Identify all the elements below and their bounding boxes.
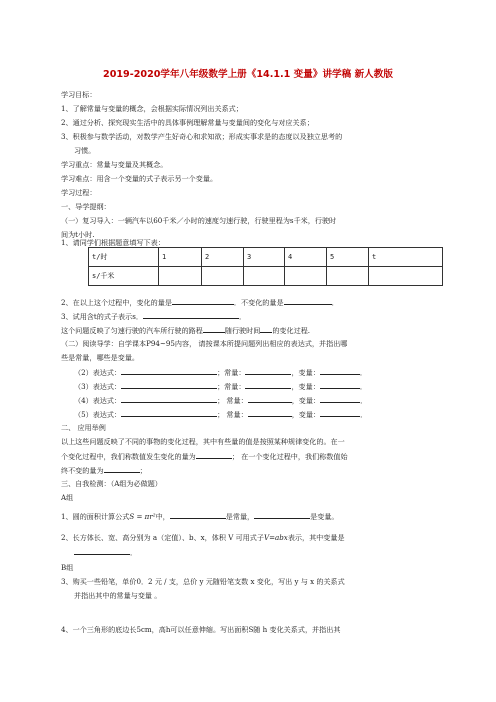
review-line-2: 间为t小时. — [61, 230, 95, 239]
fill-table-prompt: 1、请同学们根据题意填写下表： — [61, 238, 165, 247]
concl-3b: ； — [139, 466, 147, 475]
table-cell — [159, 267, 202, 286]
expr-var-label: ，变量： — [291, 368, 320, 377]
goal-line-2: 2、通过分析、探究现实生活中的具体事例理解常量与变量间的变化与对应关系； — [61, 118, 314, 127]
page-title: 2019-2020学年八年级数学上册《14.1.1 变量》讲学稿 新人教版 — [103, 69, 393, 80]
exercise-b3-line-2: 并指出其中的常量与变量 。 — [74, 591, 162, 600]
a1-text-b: 中， — [155, 512, 170, 521]
expr-label: （3）表达式： — [74, 382, 122, 391]
q2-text-a: 2、在以上这个过程中，变化的量是 — [61, 298, 172, 307]
concl-2a: 个变化过程中，我们称数值发生变化的量为 — [61, 452, 196, 461]
difficulty: 学习难点：用含一个变量的式子表示另一个变量。 — [61, 174, 218, 183]
reflect-c: 的变化过程. — [272, 326, 311, 335]
expr-const-label: ； 常量： — [217, 410, 248, 419]
blank-a1-variable[interactable] — [254, 511, 310, 519]
a2-text-c: ． — [130, 548, 138, 557]
group-b-label: B组 — [61, 563, 74, 572]
expr-label: （2）表达式： — [74, 368, 122, 377]
table-cell: 3 — [244, 248, 285, 267]
expr-end: ． — [359, 368, 367, 377]
group-a-label: A组 — [61, 493, 74, 502]
blank-var[interactable] — [320, 381, 360, 389]
conclusion-line-1: 以上这些问题反映了不同的事物的变化过程，其中有些量的值是按照某种规律变化的。在一 — [61, 437, 345, 446]
blank-a2-variable[interactable] — [74, 547, 130, 555]
expression-row-5 — [74, 409, 367, 419]
q2-text-c: ． — [331, 298, 339, 307]
blank-expr[interactable] — [121, 395, 217, 403]
section-1-heading: 一、导学提纲： — [61, 202, 111, 211]
exercise-a1 — [61, 511, 339, 521]
expr-var-label: ，变量： — [291, 396, 321, 405]
expression-row-2 — [74, 367, 367, 377]
q2-text-b: ．不变化的量是 — [233, 298, 284, 307]
section-2-heading: 二、 应用举例 — [61, 423, 106, 432]
expr-const-label: ； 常量： — [217, 396, 248, 405]
table-cell: 2 — [202, 248, 244, 267]
table-row — [89, 248, 443, 267]
volume-formula: V=abx — [263, 533, 288, 542]
blank-const[interactable] — [245, 367, 291, 375]
table-cell: t/时 — [89, 248, 159, 267]
reflect-a: 这个问题反映了匀速行驶的汽车所行驶的路程 — [61, 326, 203, 335]
blank-expr[interactable] — [121, 367, 217, 375]
blank-constant-term[interactable] — [104, 465, 140, 473]
blank-distance[interactable] — [203, 325, 225, 333]
table-cell — [285, 267, 327, 286]
a1-text-a: 1、圆的面积计算公式 — [61, 512, 130, 521]
exercise-b4: 4、一个三角形的底边长5cm，高h可以任意伸缩。写出面积S随 h 变化关系式，并指出其 — [61, 625, 341, 634]
exercise-b3-line-1: 3、购买一些铅笔，单价0．2 元 / 支，总价 y 元随铅笔支数 x 变化，写出 y 与 x 的关系式 — [61, 577, 345, 586]
conclusion-line-3 — [61, 465, 147, 475]
expression-row-4 — [74, 395, 367, 405]
table-cell: t — [369, 248, 443, 267]
table-cell: s/千米 — [89, 267, 159, 286]
expr-label: （5）表达式： — [74, 410, 122, 419]
blank-variable-term[interactable] — [196, 451, 232, 459]
blank-changing-quantity[interactable] — [172, 297, 234, 305]
blank-a1-constant[interactable] — [170, 511, 226, 519]
table-cell — [202, 267, 244, 286]
a1-text-c: 是常量， — [225, 512, 255, 521]
blank-time[interactable] — [260, 325, 272, 333]
conclusion-line-2 — [61, 451, 348, 461]
question-2 — [61, 297, 339, 307]
review-line-1: （一）复习导入：一辆汽车以60千米／小时的速度匀速行驶，行驶里程为s千米，行驶时 — [61, 216, 337, 225]
goal-line-3: 3、积极参与数学活动，对数学产生好奇心和求知欲；形成实事求是的态度以及独立思考的 — [61, 132, 343, 141]
reading-line-1: （二）阅读导学：自学课本P94~95内容， 请按课本所提问题列出相应的表达式，并指出哪 — [61, 339, 348, 348]
table-cell — [369, 267, 443, 286]
reflect-b: 随行驶时间 — [224, 326, 261, 335]
section-3-heading: 三、自我检测：（A组为必做题） — [61, 479, 162, 488]
blank-expression[interactable] — [143, 311, 239, 319]
table-cell: 5 — [327, 248, 369, 267]
expr-end: ． — [359, 382, 367, 391]
blank-const[interactable] — [245, 381, 291, 389]
goals-heading: 学习目标： — [61, 90, 97, 99]
table-cell — [327, 267, 369, 286]
key-point: 学习重点：常量与变量及其概念。 — [61, 160, 168, 169]
expr-end: ． — [360, 396, 368, 405]
exercise-a2 — [61, 533, 345, 542]
circle-area-formula: S = πr² — [129, 512, 156, 521]
expr-const-label: ；常量： — [217, 382, 246, 391]
table-cell: 4 — [285, 248, 327, 267]
expr-var-label: ，变量： — [291, 410, 321, 419]
expr-end: ． — [360, 410, 368, 419]
process-heading: 学习过程： — [61, 188, 97, 197]
blank-var[interactable] — [320, 367, 360, 375]
q3-end: ． — [238, 312, 247, 321]
blank-expr[interactable] — [121, 409, 217, 417]
a2-text-b: 表示，其中变量是 — [287, 533, 345, 542]
data-table — [88, 247, 443, 286]
a2-text-a: 2、长方体长、宽、高分别为 a（定值）、b、x，体积 V 可用式子 — [61, 533, 264, 542]
blank-var[interactable] — [320, 409, 360, 417]
blank-const[interactable] — [248, 409, 292, 417]
goal-line-1: 1、了解常量与变量的概念，会根据实际情况列出关系式； — [61, 104, 243, 113]
goal-line-4: 习惯。 — [74, 146, 96, 155]
exercise-a2-cont — [74, 547, 137, 557]
table-cell: 1 — [159, 248, 202, 267]
expr-var-label: ，变量： — [291, 382, 320, 391]
concl-2b: ； 在一个变化过程中，我们称数值始 — [231, 452, 348, 461]
table-row — [89, 267, 443, 286]
blank-const[interactable] — [248, 395, 292, 403]
q3-text: 3、试用含t的式子表示s． — [61, 312, 143, 321]
expression-row-3 — [74, 381, 367, 391]
expr-label: （4）表达式： — [74, 396, 122, 405]
concl-3a: 终不变的量为 — [61, 466, 104, 475]
question-3 — [61, 311, 246, 321]
reading-line-2: 些是常量，哪些是变量。 — [61, 353, 140, 362]
blank-constant-quantity[interactable] — [284, 297, 332, 305]
a1-text-d: 是变量。 — [310, 512, 339, 521]
table-cell — [244, 267, 285, 286]
blank-expr[interactable] — [121, 381, 217, 389]
expr-const-label: ；常量： — [217, 368, 246, 377]
blank-var[interactable] — [320, 395, 360, 403]
reflection-line — [61, 325, 310, 335]
